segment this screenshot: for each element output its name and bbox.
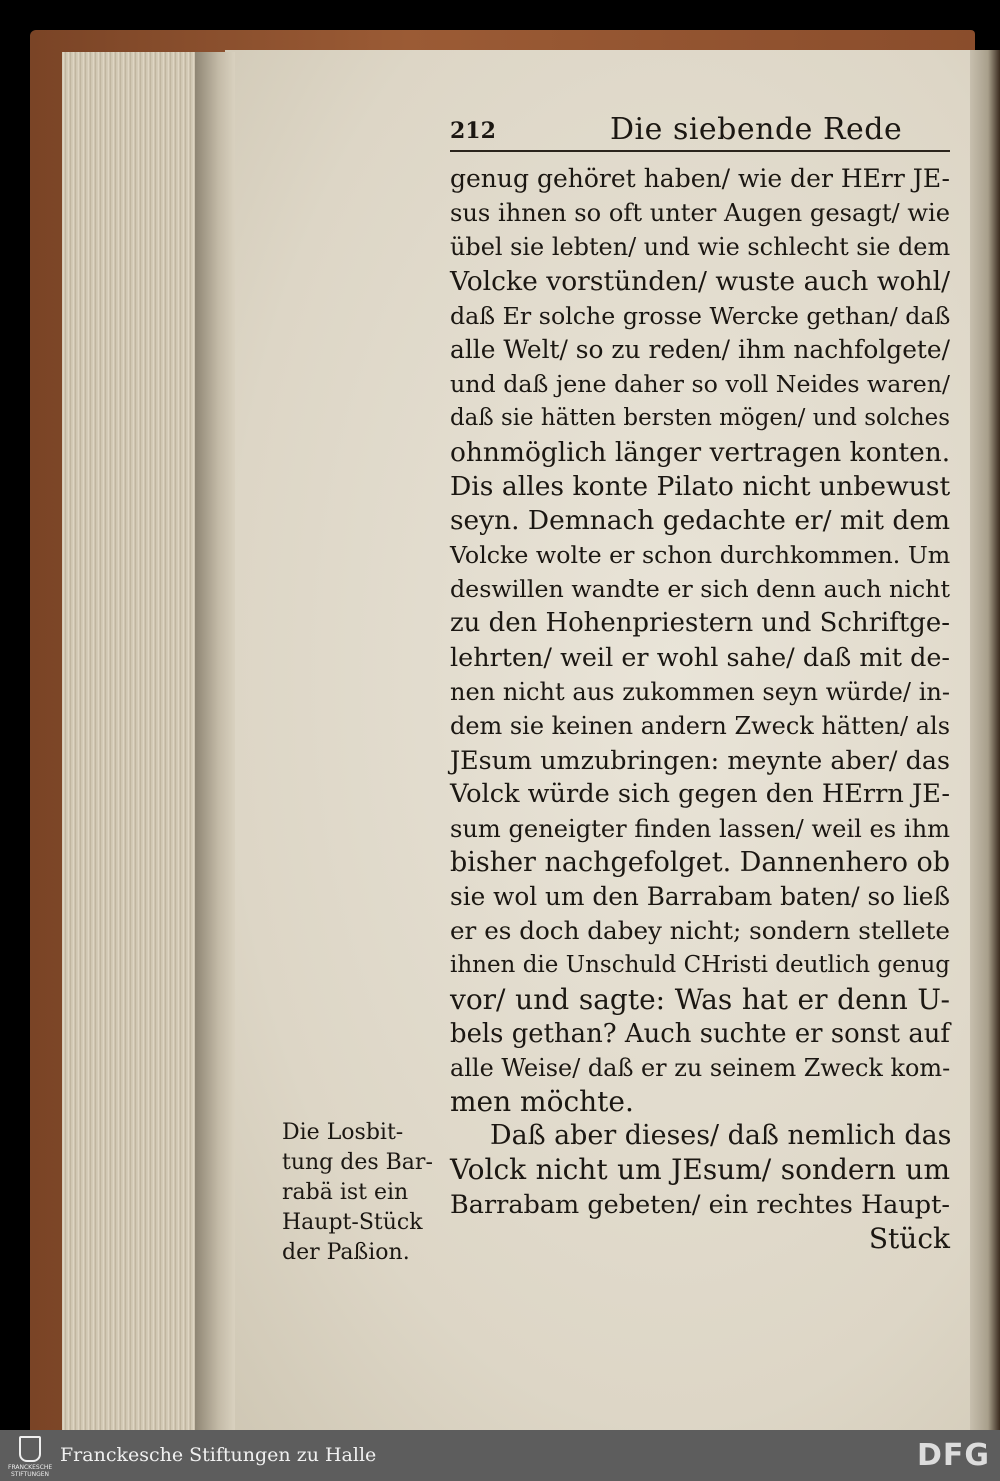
- page-header: [450, 110, 950, 150]
- text-line: lehrten/ weil er wohl sahe/ daß mit de-: [450, 642, 950, 673]
- text-line: sie wol um den Barrabam baten/ so ließ: [450, 881, 951, 911]
- running-title: Die siebende Rede: [610, 112, 903, 147]
- marginal-line: tung des Bar-: [282, 1150, 433, 1175]
- text-line: sum geneigter finden lassen/ weil es ihm: [450, 814, 950, 843]
- text-line: Volcke vorstünden/ wuste auch wohl/: [450, 265, 950, 297]
- text-line: deswillen wandte er sich denn auch nicht: [450, 575, 950, 604]
- text-line: und daß jene daher so voll Neides waren/: [450, 370, 950, 399]
- text-line: Barrabam gebeten/ ein rechtes Haupt-: [450, 1189, 950, 1220]
- marginal-line: Die Losbit-: [282, 1120, 404, 1145]
- marginal-line: Haupt-Stück: [282, 1210, 423, 1235]
- text-line: daß sie hätten bersten mögen/ und solches: [450, 405, 950, 432]
- catchword: Stück: [868, 1221, 950, 1255]
- institution-name[interactable]: Franckesche Stiftungen zu Halle: [60, 1444, 377, 1466]
- text-line: Volck nicht um JEsum/ sondern um: [450, 1153, 950, 1187]
- page-edges: [62, 52, 212, 1430]
- text-line: bels gethan? Auch suchte er sonst auf: [450, 1018, 950, 1049]
- text-line: JEsum umzubringen: meynte aber/ das: [450, 745, 950, 776]
- text-line: alle Welt/ so zu reden/ ihm nachfolgete/: [450, 334, 950, 364]
- text-line: seyn. Demnach gedachte er/ mit dem: [450, 504, 950, 536]
- right-page-edge: [970, 50, 1000, 1430]
- text-line: zu den Hohenpriestern und Schriftge-: [450, 608, 950, 639]
- text-line: übel sie lebten/ und wie schlecht sie dem: [450, 233, 951, 262]
- logo-text-2: STIFTUNGEN: [10, 1471, 50, 1478]
- text-line: Volck würde sich gegen den HErrn JE-: [450, 779, 950, 810]
- text-line: ohnmöglich länger vertragen konten.: [450, 436, 951, 468]
- body-text: [450, 162, 950, 1256]
- text-line: er es doch dabey nicht; sondern stellete: [450, 916, 950, 946]
- text-line: vor/ und sagte: Was hat er denn U-: [450, 982, 950, 1016]
- marginal-line: rabä ist ein: [282, 1180, 409, 1205]
- text-line: men möchte.: [450, 1085, 634, 1119]
- text-line: Volcke wolte er schon durchkommen. Um: [450, 541, 951, 570]
- marginal-line: der Paßion.: [282, 1240, 410, 1265]
- text-line: alle Weise/ daß er zu seinem Zweck kom-: [450, 1053, 951, 1082]
- header-rule: [450, 150, 950, 152]
- page-gutter: [195, 52, 235, 1430]
- text-line: Daß aber dieses/ daß nemlich das: [490, 1120, 952, 1152]
- institution-logo[interactable]: [8, 1434, 52, 1478]
- logo-text-1: FRANCKESCHE: [8, 1464, 53, 1471]
- text-line: nen nicht aus zukommen seyn würde/ in-: [450, 677, 950, 706]
- text-line: Dis alles konte Pilato nicht unbewust: [450, 470, 951, 502]
- page-number: 212: [450, 118, 496, 144]
- text-line: ihnen die Unschuld CHristi deutlich genug: [450, 952, 950, 979]
- text-line: bisher nachgefolget. Dannenhero ob: [450, 846, 951, 878]
- marginal-note: [282, 1118, 442, 1268]
- viewer-footer: [0, 1430, 1000, 1481]
- text-line: dem sie keinen andern Zweck hätten/ als: [450, 712, 950, 740]
- crest-icon: [19, 1436, 41, 1462]
- text-line: sus ihnen so oft unter Augen gesagt/ wie: [450, 199, 950, 228]
- text-line: daß Er solche grosse Wercke gethan/ daß: [450, 301, 951, 330]
- dfg-logo[interactable]: DFG: [916, 1438, 990, 1473]
- text-line: genug gehöret haben/ wie der HErr JE-: [450, 164, 950, 193]
